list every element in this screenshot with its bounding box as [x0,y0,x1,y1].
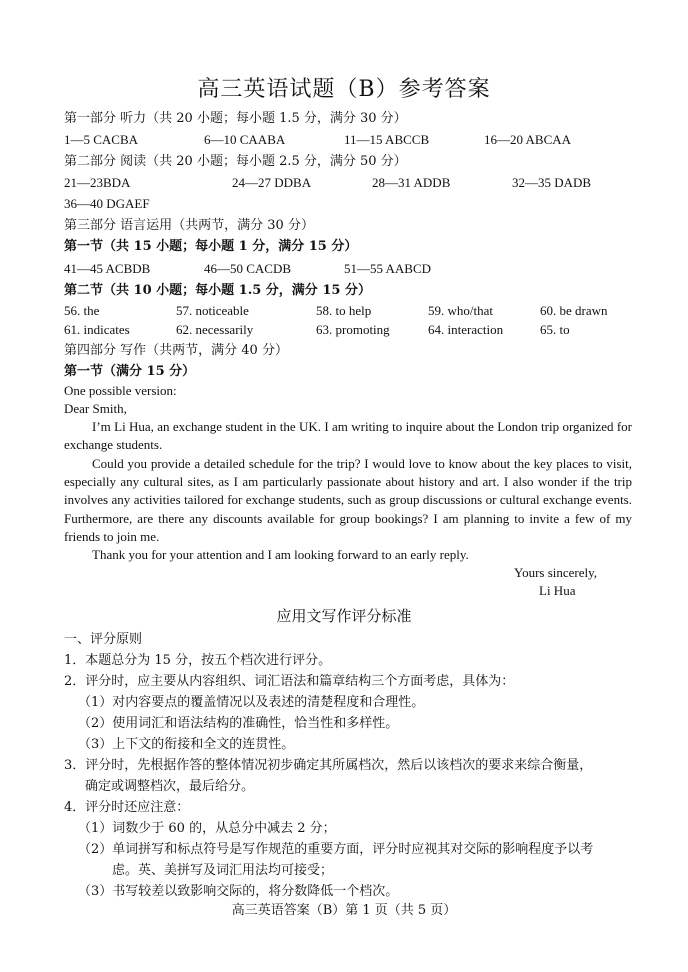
answer-group: 46—50 CACDB [204,261,292,276]
answer-group: 21—23BDA [64,175,131,190]
criteria-subitem: （3）上下文的衔接和全文的连贯性。 [78,737,295,752]
part2-answers-row2: 36—40 DGAEF [64,196,150,211]
answer-group: 28—31 ADDB [372,175,451,190]
answer-group: 41—45 ACBDB [64,261,151,276]
answer-group: 6—10 CAABA [204,132,286,147]
part2-heading: 第二部分 阅读（共 20 小题；每小题 2.5 分，满分 50 分） [64,154,407,169]
answer-item: 64. interaction [428,322,504,337]
part3-section1-answers [64,260,634,278]
letter-closing: Yours sincerely, [514,565,598,580]
answer-item: 56. the [64,303,100,318]
page-title: 高三英语试题（B）参考答案 [197,77,491,102]
version-label: One possible version: [64,383,177,398]
answer-item: 60. be drawn [540,303,608,318]
part3-heading: 第三部分 语言运用（共两节，满分 30 分） [64,218,314,233]
criteria-title: 应用文写作评分标准 [276,607,412,625]
part1-heading: 第一部分 听力（共 20 小题；每小题 1.5 分，满分 30 分） [64,111,407,126]
answer-group: 24—27 DDBA [232,175,312,190]
answer-item: 62. necessarily [176,322,254,337]
part3-section2-row2 [64,321,634,339]
answer-item: 65. to [540,322,570,337]
letter-paragraph: I’m Li Hua, an exchange student in the UK. I am writing to inquire about the London trip organized for exchange students. [64,419,632,453]
criteria-subitem: （1）对内容要点的覆盖情况以及表述的清楚程度和合理性。 [78,695,425,710]
page-footer: 高三英语答案（B）第 1 页（共 5 页） [231,903,457,918]
criteria-item-continued: 确定或调整档次，最后给分。 [85,779,255,794]
part1-answers-row [64,131,634,149]
answer-group: 1—5 CACBA [64,132,139,147]
part4-heading: 第四部分 写作（共两节，满分 40 分） [64,343,288,358]
answer-item: 61. indicates [64,322,130,337]
criteria-subitem: （2）使用词汇和语法结构的准确性，恰当性和多样性。 [78,716,399,731]
letter-paragraph: Thank you for your attention and I am looking forward to an early reply. [92,547,469,562]
letter-paragraph: Could you provide a detailed schedule for the trip? I would love to know about the key places to visit, especially any cultural sites, as I am particularly passionate about history and art. I also wonder if the trip involves any activities tailored for exchange students, such as group discussions or cultural exchange events. Furthermore, are there any discounts available for group bookings? I am planning to invite a few of my friends to join me. [64,456,632,544]
answer-group: 11—15 ABCCB [344,132,430,147]
criteria-principle-heading: 一、评分原则 [64,632,143,647]
part3-section2-heading: 第二节（共 10 小题；每小题 1.5 分，满分 15 分） [64,283,371,298]
criteria-subitem: （2）单词拼写和标点符号是写作规范的重要方面，评分时应视其对交际的影响程度予以考 [78,842,594,857]
part2-answers-row [64,174,634,192]
answer-item: 59. who/that [428,303,493,318]
part3-section2-row1 [64,302,634,320]
criteria-item: 1．本题总分为 15 分，按五个档次进行评分。 [64,653,332,668]
criteria-item: 3．评分时，先根据作答的整体情况初步确定其所属档次，然后以该档次的要求来综合衡量， [64,758,593,773]
criteria-subitem-continued: 虑。英、美拼写及词汇用法均可接受； [112,863,334,878]
part4-section1-heading: 第一节（满分 15 分） [64,364,196,379]
letter-signature: Li Hua [539,583,576,598]
letter-greeting: Dear Smith, [64,401,127,416]
answer-group: 16—20 ABCAA [484,132,572,147]
criteria-subitem: （1）词数少于 60 的，从总分中减去 2 分； [78,821,336,836]
criteria-item: 4．评分时还应注意： [64,800,190,815]
answer-group: 51—55 AABCD [344,261,432,276]
criteria-item: 2．评分时，应主要从内容组织、词汇语法和篇章结构三个方面考虑，具体为： [64,674,515,689]
part3-section1-heading: 第一节（共 15 小题；每小题 1 分，满分 15 分） [64,239,358,254]
answer-item: 57. noticeable [176,303,249,318]
answer-group: 32—35 DADB [512,175,592,190]
criteria-subitem: （3）书写较差以致影响交际的，将分数降低一个档次。 [78,884,399,899]
answer-item: 58. to help [316,303,372,318]
answer-item: 63. promoting [316,322,390,337]
